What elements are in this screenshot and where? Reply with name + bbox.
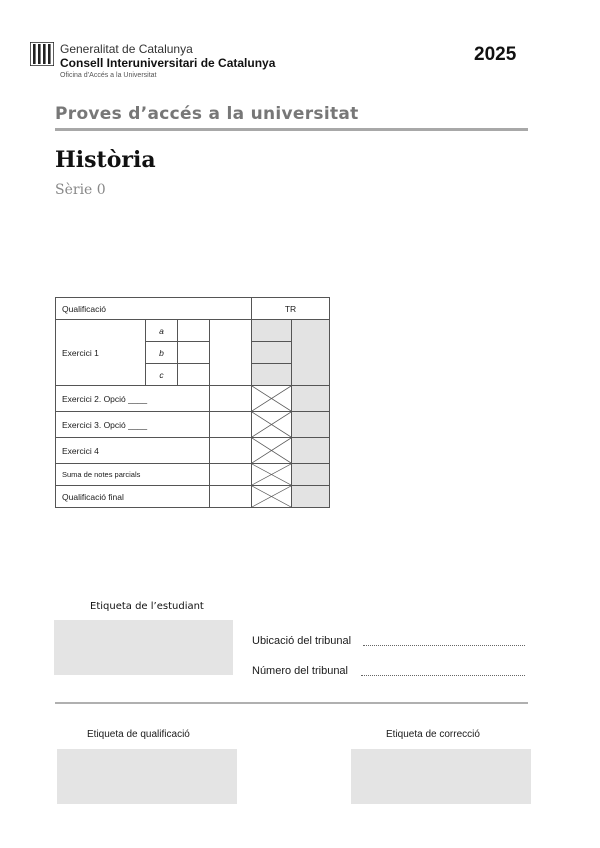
exercise1-total-score[interactable] bbox=[210, 320, 252, 386]
tr-cell bbox=[252, 364, 292, 386]
tr-cell bbox=[252, 342, 292, 364]
student-label-box[interactable] bbox=[54, 620, 233, 675]
correction-label-title: Etiqueta de correcció bbox=[386, 729, 480, 740]
org-name-line1: Generalitat de Catalunya bbox=[60, 42, 193, 56]
tribunal-number-label: Número del tribunal bbox=[252, 665, 348, 677]
crossed-cell bbox=[252, 464, 292, 486]
generalitat-bars-icon bbox=[30, 42, 54, 66]
section-divider bbox=[55, 702, 528, 704]
tribunal-location-field[interactable] bbox=[363, 645, 525, 646]
heading-divider bbox=[55, 128, 528, 131]
exercise1-part-a-score[interactable] bbox=[178, 320, 210, 342]
tr-cell bbox=[292, 412, 330, 438]
table-row-label: Suma de notes parcials bbox=[56, 464, 210, 486]
correction-label-box[interactable] bbox=[351, 749, 531, 804]
table-row-label: Exercici 3. Opció ____ bbox=[56, 412, 210, 438]
org-name-line2: Consell Interuniversitari de Catalunya bbox=[60, 56, 276, 70]
table-row-label: Exercici 2. Opció ____ bbox=[56, 386, 210, 412]
exam-heading: Proves d’accés a la universitat bbox=[55, 104, 359, 124]
tribunal-number-field[interactable] bbox=[361, 675, 525, 676]
exercise1-part-a: a bbox=[146, 320, 178, 342]
crossed-cell bbox=[252, 438, 292, 464]
table-header-tr: TR bbox=[252, 298, 330, 320]
exam-year: 2025 bbox=[474, 44, 517, 65]
grade-table bbox=[55, 297, 330, 508]
series-label: Sèrie 0 bbox=[55, 182, 106, 198]
score-cell[interactable] bbox=[210, 438, 252, 464]
score-cell[interactable] bbox=[210, 486, 252, 508]
table-row-label: Exercici 4 bbox=[56, 438, 210, 464]
crossed-cell bbox=[252, 386, 292, 412]
tr-cell bbox=[292, 464, 330, 486]
grading-label-box[interactable] bbox=[57, 749, 237, 804]
org-name-line3: Oficina d’Accés a la Universitat bbox=[60, 72, 157, 79]
exercise1-part-c: c bbox=[146, 364, 178, 386]
tr-cell bbox=[292, 320, 330, 386]
table-row-label: Qualificació final bbox=[56, 486, 210, 508]
tr-cell bbox=[292, 486, 330, 508]
exercise1-part-b: b bbox=[146, 342, 178, 364]
score-cell[interactable] bbox=[210, 412, 252, 438]
exercise1-part-c-score[interactable] bbox=[178, 364, 210, 386]
subject-title: Història bbox=[55, 147, 156, 173]
student-label-title: Etiqueta de l’estudiant bbox=[90, 601, 204, 612]
exercise1-part-b-score[interactable] bbox=[178, 342, 210, 364]
score-cell[interactable] bbox=[210, 464, 252, 486]
tr-cell bbox=[292, 386, 330, 412]
crossed-cell bbox=[252, 412, 292, 438]
exercise1-label: Exercici 1 bbox=[56, 320, 146, 386]
score-cell[interactable] bbox=[210, 386, 252, 412]
tribunal-location-label: Ubicació del tribunal bbox=[252, 635, 352, 647]
tr-cell bbox=[252, 320, 292, 342]
tr-cell bbox=[292, 438, 330, 464]
table-header-qualificacio: Qualificació bbox=[56, 298, 252, 320]
grading-label-title: Etiqueta de qualificació bbox=[87, 729, 190, 740]
crossed-cell bbox=[252, 486, 292, 508]
